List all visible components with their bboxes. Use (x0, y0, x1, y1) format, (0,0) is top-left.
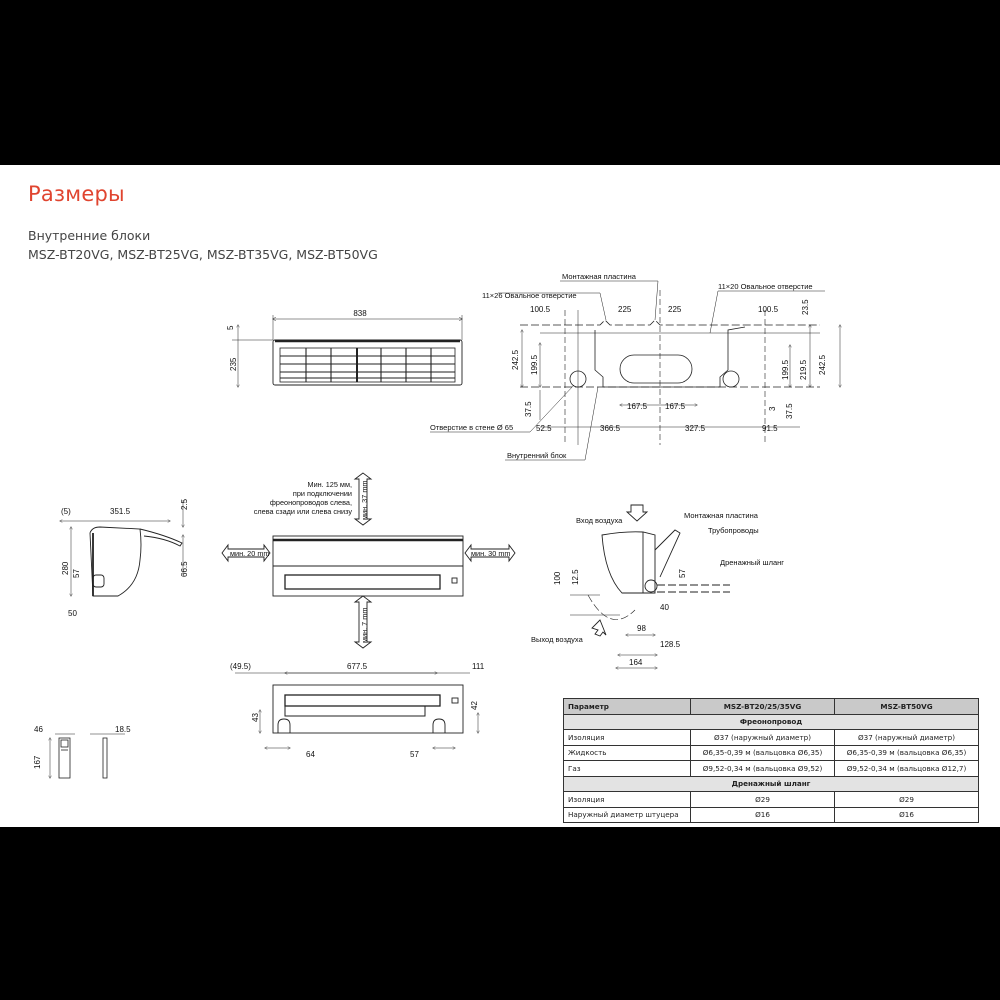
subtitle-indoor-units: Внутренние блоки (28, 228, 151, 243)
svg-text:167.5: 167.5 (665, 402, 686, 411)
svg-text:242.5: 242.5 (511, 349, 520, 370)
svg-text:37.5: 37.5 (524, 401, 533, 417)
svg-text:(49.5): (49.5) (230, 662, 251, 671)
svg-text:18.5: 18.5 (115, 725, 131, 734)
mounting-plate-dims (511, 299, 827, 433)
svg-text:128.5: 128.5 (660, 640, 681, 649)
svg-text:57: 57 (678, 569, 687, 578)
dim-838: 838 (353, 309, 367, 318)
header-model-20-35: MSZ-BT20/25/35VG (691, 699, 835, 715)
svg-text:Вход воздуха: Вход воздуха (576, 516, 623, 525)
svg-text:57: 57 (410, 750, 419, 759)
svg-text:Мин. 125 мм,: Мин. 125 мм, (307, 480, 352, 489)
spec-table (563, 698, 979, 823)
svg-text:46: 46 (34, 725, 43, 734)
svg-text:37.5: 37.5 (785, 403, 794, 419)
svg-text:мин. 20 mm: мин. 20 mm (230, 549, 270, 558)
svg-text:Внутренний блок: Внутренний блок (507, 451, 567, 460)
svg-text:мин. 30 mm: мин. 30 mm (471, 549, 511, 558)
svg-text:50: 50 (68, 609, 77, 618)
svg-text:11×20 Овальное отверстие: 11×20 Овальное отверстие (718, 282, 813, 291)
remote-dims (33, 725, 131, 769)
subtitle-models: MSZ-BT20VG, MSZ-BT25VG, MSZ-BT35VG, MSZ-BT50VG (28, 247, 378, 262)
mounting-plate-labels (430, 272, 813, 460)
remote-control-drawing (50, 734, 125, 778)
table-row: Жидкость Ø6,35-0,39 м (вальцовка Ø6,35) Ø6,35-0,39 м (вальцовка Ø6,35) (564, 745, 979, 761)
section-drain-hose: Дренажный шланг (564, 776, 979, 792)
piping-labels (531, 511, 784, 644)
svg-text:Монтажная пластина: Монтажная пластина (684, 511, 758, 520)
table-row: Газ Ø9,52-0,34 м (вальцовка Ø9,52) Ø9,52-0,34 м (вальцовка Ø12,7) (564, 761, 979, 777)
dim-5: 5 (226, 325, 235, 330)
svg-text:167: 167 (33, 755, 42, 769)
svg-text:43: 43 (251, 713, 260, 722)
piping-view-drawing (570, 505, 730, 668)
table-row: Наружный диаметр штуцера Ø16 Ø16 (564, 807, 979, 823)
svg-text:100.5: 100.5 (530, 305, 551, 314)
svg-text:23.5: 23.5 (801, 299, 810, 315)
svg-text:677.5: 677.5 (347, 662, 368, 671)
svg-text:57: 57 (72, 569, 81, 578)
svg-text:3: 3 (768, 406, 777, 411)
svg-text:Монтажная пластина: Монтажная пластина (562, 272, 636, 281)
bottom-view-drawing (235, 673, 478, 748)
svg-text:100.5: 100.5 (758, 305, 779, 314)
svg-text:64: 64 (306, 750, 315, 759)
svg-text:225: 225 (668, 305, 682, 314)
svg-text:слева сзади или слева снизу: слева сзади или слева снизу (253, 507, 352, 516)
svg-text:2.5: 2.5 (180, 498, 189, 510)
svg-text:при подключении: при подключении (292, 489, 352, 498)
svg-text:351.5: 351.5 (110, 507, 131, 516)
dim-235: 235 (229, 357, 238, 371)
side-view-dims (61, 498, 189, 618)
table-row: Изоляция Ø37 (наружный диаметр) Ø37 (наружный диаметр) (564, 730, 979, 746)
svg-text:164: 164 (629, 658, 643, 667)
svg-text:366.5: 366.5 (600, 424, 621, 433)
svg-text:12.5: 12.5 (571, 569, 580, 585)
svg-text:Дренажный шланг: Дренажный шланг (720, 558, 784, 567)
svg-text:11×26 Овальное отверстие: 11×26 Овальное отверстие (482, 291, 577, 300)
mounting-plate-drawing (430, 281, 840, 460)
header-parameter: Параметр (564, 699, 691, 715)
svg-text:242.5: 242.5 (818, 354, 827, 375)
section-refrigerant-pipe: Фреонопровод (564, 714, 979, 730)
svg-text:91.5: 91.5 (762, 424, 778, 433)
svg-text:167.5: 167.5 (627, 402, 648, 411)
svg-text:219.5: 219.5 (799, 359, 808, 380)
table-row: Изоляция Ø29 Ø29 (564, 792, 979, 808)
svg-text:98: 98 (637, 624, 646, 633)
page-title: Размеры (28, 182, 125, 206)
svg-text:мин. 37 mm: мин. 37 mm (360, 480, 369, 520)
svg-text:мин. 7 mm: мин. 7 mm (360, 607, 369, 643)
svg-text:52.5: 52.5 (536, 424, 552, 433)
clearance-labels (230, 480, 510, 643)
svg-text:199.5: 199.5 (781, 359, 790, 380)
svg-text:280: 280 (61, 561, 70, 575)
header-model-50: MSZ-BT50VG (835, 699, 979, 715)
svg-text:Отверстие в стене Ø 65: Отверстие в стене Ø 65 (430, 423, 514, 432)
svg-text:225: 225 (618, 305, 632, 314)
svg-text:66.5: 66.5 (180, 561, 189, 577)
bottom-view-dims (230, 662, 485, 759)
svg-text:111: 111 (472, 662, 485, 671)
front-view-drawing (232, 315, 462, 387)
svg-text:40: 40 (660, 603, 669, 612)
svg-text:199.5: 199.5 (530, 354, 539, 375)
dimensions-sheet (0, 165, 1000, 827)
svg-text:42: 42 (470, 701, 479, 710)
svg-text:327.5: 327.5 (685, 424, 706, 433)
svg-text:Трубопроводы: Трубопроводы (708, 526, 759, 535)
svg-text:100: 100 (553, 571, 562, 585)
svg-text:фреонопроводов слева,: фреонопроводов слева, (269, 498, 352, 507)
svg-text:Выход воздуха: Выход воздуха (531, 635, 583, 644)
piping-dims (553, 569, 687, 667)
svg-text:(5): (5) (61, 507, 71, 516)
